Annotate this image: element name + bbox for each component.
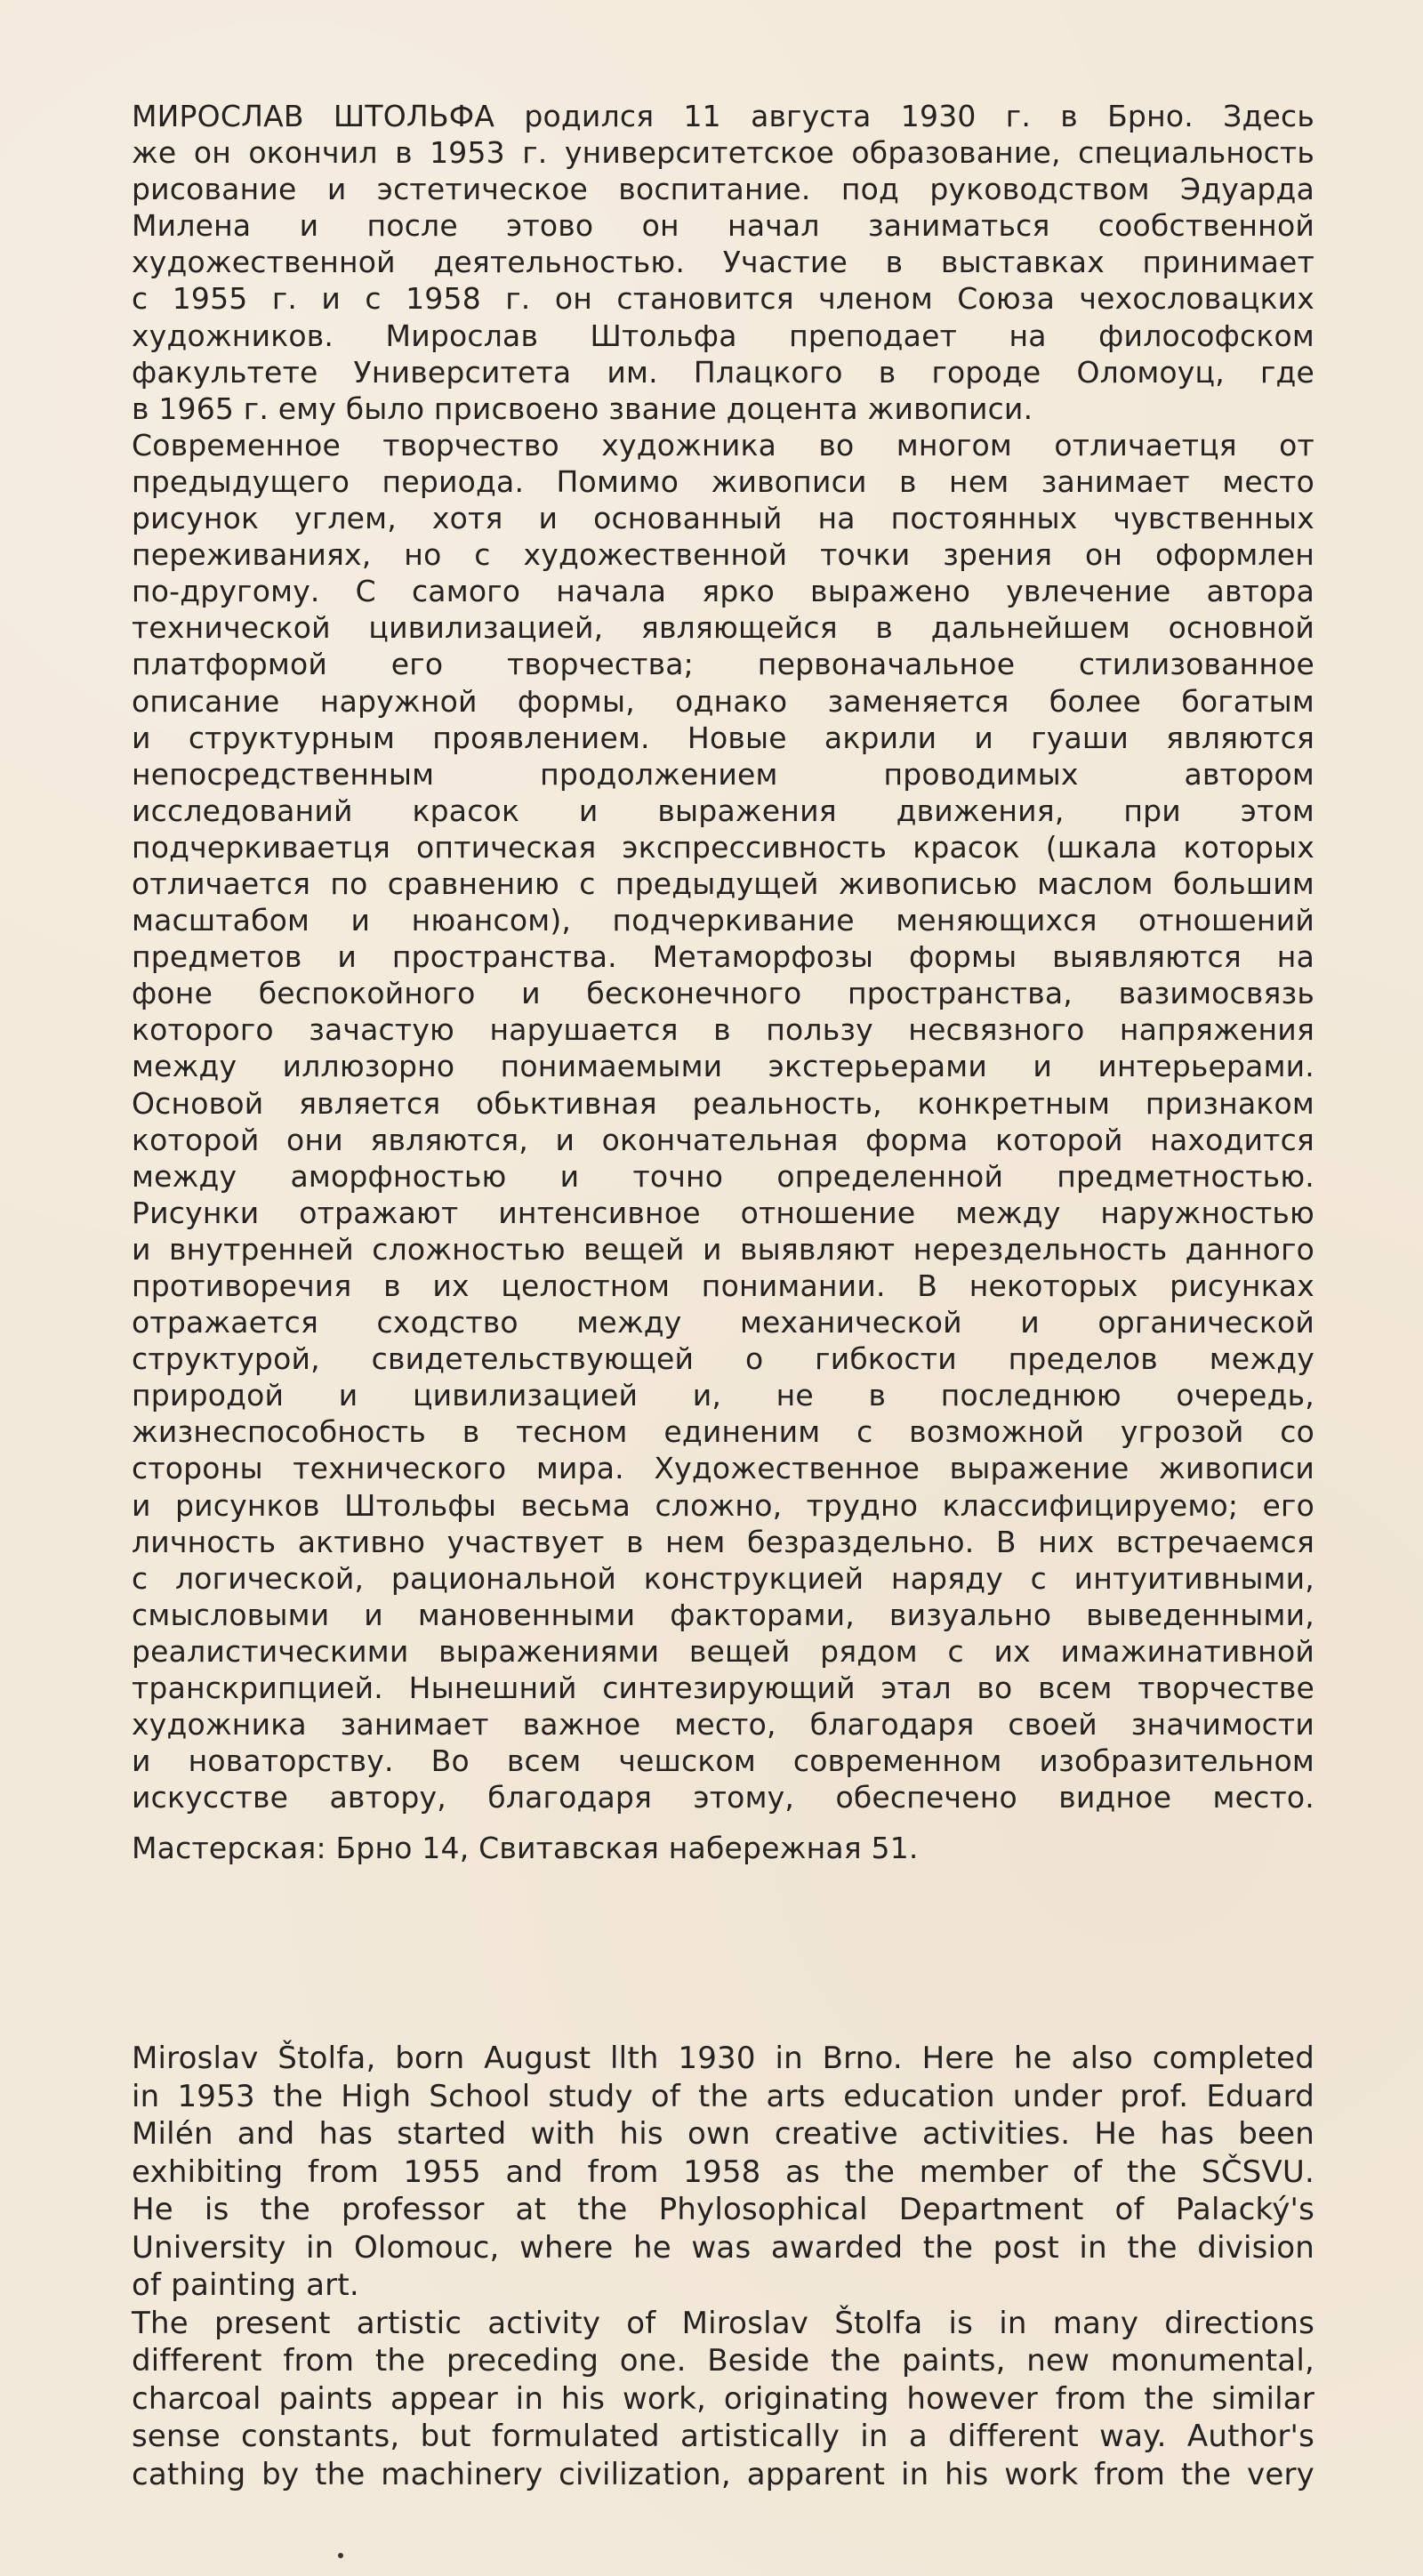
ru-line: и рисунков Штольфы весьма сложно, трудно классифицируемо; его (132, 1487, 1314, 1523)
ru-line: рисование и эстетическое воспитание. под руководством Эдуарда (132, 172, 1314, 207)
ru-line: жизнеспособность в тесном единеним с возможной угрозой со (132, 1414, 1314, 1450)
ru-line: структурой, свидетельствующей о гибкости пределов между (132, 1341, 1314, 1377)
ru-line: которого зачастую нарушается в пользу несвязного напряжения (132, 1012, 1314, 1048)
en-line: cathing by the machinery civilization, apparent in his work from the very (132, 2456, 1314, 2492)
ru-line: художников. Мирослав Штольфа преподает на философском (132, 318, 1314, 353)
ru-line: реалистическими выражениями вещей рядом с их имажинативной (132, 1633, 1314, 1669)
en-line: Miroslav Štolfa, born August llth 1930 in Brno. Here he also completed (132, 2041, 1314, 2076)
ru-line: масштабом и нюансом), подчеркивание меняющихся отношений (132, 903, 1314, 938)
ru-line: Основой является обьктивная реальность, конкретным признаком (132, 1085, 1314, 1121)
ru-line: технической цивилизацией, являющейся в дальнейшем основной (132, 610, 1314, 646)
ru-line: личность активно участвует в нем безраздельно. В них встречаемся (132, 1524, 1314, 1559)
ru-line: стороны технического мира. Художественное выражение живописи (132, 1451, 1314, 1486)
ru-line: между иллюзорно понимаемыми экстерьерами и интерьерами. (132, 1049, 1314, 1084)
ru-line: предметов и пространства. Метаморфозы формы выявляются на (132, 939, 1314, 975)
en-line: Milén and has started with his own creative activities. He has been (132, 2116, 1314, 2152)
ru-line: Современное творчество художника во многом отличаетця от (132, 427, 1314, 463)
english-text-block (132, 2040, 1314, 2493)
ru-line: транскрипцией. Нынешний синтезирующий этал во всем творчестве (132, 1670, 1314, 1706)
ru-line: непосредственным продолжением проводимых автором (132, 756, 1314, 792)
ru-line: фоне беспокойного и бесконечного пространства, вазимосвязь (132, 976, 1314, 1011)
ru-line: рисунок углем, хотя и основанный на постоянных чувственных (132, 501, 1314, 536)
en-line: He is the professor at the Phylosophical Department of Palacký's (132, 2192, 1314, 2227)
en-line: of painting art. (132, 2267, 359, 2303)
ru-line: художественной деятельностью. Участие в выставках принимает (132, 245, 1314, 280)
en-line: different from the preceding one. Beside the paints, new monumental, (132, 2343, 1314, 2379)
en-line: The present artistic activity of Miroslav Štolfa is in many directions (132, 2305, 1314, 2341)
ru-line: же он окончил в 1953 г. университетское образование, специальность (132, 135, 1314, 171)
ru-line: отражается сходство между механической и органической (132, 1305, 1314, 1340)
en-line: in 1953 the High School study of the arts education under prof. Eduard (132, 2078, 1314, 2114)
ru-line: и внутренней сложностью вещей и выявляют нерездельность данного (132, 1231, 1314, 1267)
ru-line: факультете Университета им. Плацкого в городе Оломоуц, где (132, 354, 1314, 390)
ru-line: подчеркиваетця оптическая экспрессивность красок (шкала которых (132, 829, 1314, 865)
ru-line: художника занимает важное место, благодаря своей значимости (132, 1707, 1314, 1743)
ru-line: переживаниях, но с художественной точки зрения он оформлен (132, 537, 1314, 573)
print-speck-dot (338, 2553, 343, 2558)
ru-line: которой они являются, и окончательная форма которой находится (132, 1122, 1314, 1157)
en-line: exhibiting from 1955 and from 1958 as the member of the SČSVU. (132, 2153, 1314, 2190)
ru-line: и новаторству. Во всем чешском современном изобразительном (132, 1743, 1314, 1779)
ru-line: платформой его творчества; первоначальное стилизованное (132, 647, 1314, 682)
ru-line: описание наружной формы, однако заменяется более богатым (132, 683, 1314, 719)
studio-address: Мастерская: Брно 14, Свитавская набережная 51. (132, 1831, 919, 1866)
ru-line: природой и цивилизацией и, не в последнюю очередь, (132, 1378, 1314, 1413)
ru-line: МИРОСЛАВ ШТОЛЬФА родился 11 августа 1930 г. в Брно. Здесь (132, 99, 1314, 133)
russian-text-block (132, 98, 1314, 1867)
ru-line: Рисунки отражают интенсивное отношение между наружностью (132, 1195, 1314, 1230)
ru-line: противоречия в их целостном понимании. В некоторых рисунках (132, 1268, 1314, 1303)
ru-line: предыдущего периода. Помимо живописи в нем занимает место (132, 463, 1314, 499)
ru-line: Милена и после этово он начал заниматься сообственной (132, 208, 1314, 244)
en-line: charcoal paints appear in his work, originating however from the similar (132, 2380, 1314, 2417)
ru-line: по-другому. С самого начала ярко выражено увлечение автора (132, 574, 1314, 609)
ru-line: с 1955 г. и с 1958 г. он становится членом Союза чехословацких (132, 281, 1314, 317)
ru-line: и структурным проявлением. Новые акрили и гуаши являются (132, 720, 1314, 755)
ru-line: исследований красок и выражения движения, при этом (132, 793, 1314, 828)
ru-line: искусстве автору, благодаря этому, обеспечено видное место. (132, 1780, 1314, 1815)
ru-line: между аморфностью и точно определенной предметностью. (132, 1158, 1314, 1194)
ru-line: смысловыми и мановенными факторами, визуально выведенными, (132, 1597, 1314, 1632)
en-line: sense constants, but formulated artistically in a different way. Author's (132, 2419, 1314, 2454)
ru-line: в 1965 г. ему было присвоено звание доцента живописи. (132, 390, 1033, 426)
en-line: University in Olomouc, where he was awarded the post in the division (132, 2229, 1314, 2266)
ru-line: с логической, рациональной конструкцией наряду с интуитивными, (132, 1560, 1314, 1596)
ru-line: отличается по сравнению с предыдущей живописью маслом большим (132, 865, 1314, 901)
